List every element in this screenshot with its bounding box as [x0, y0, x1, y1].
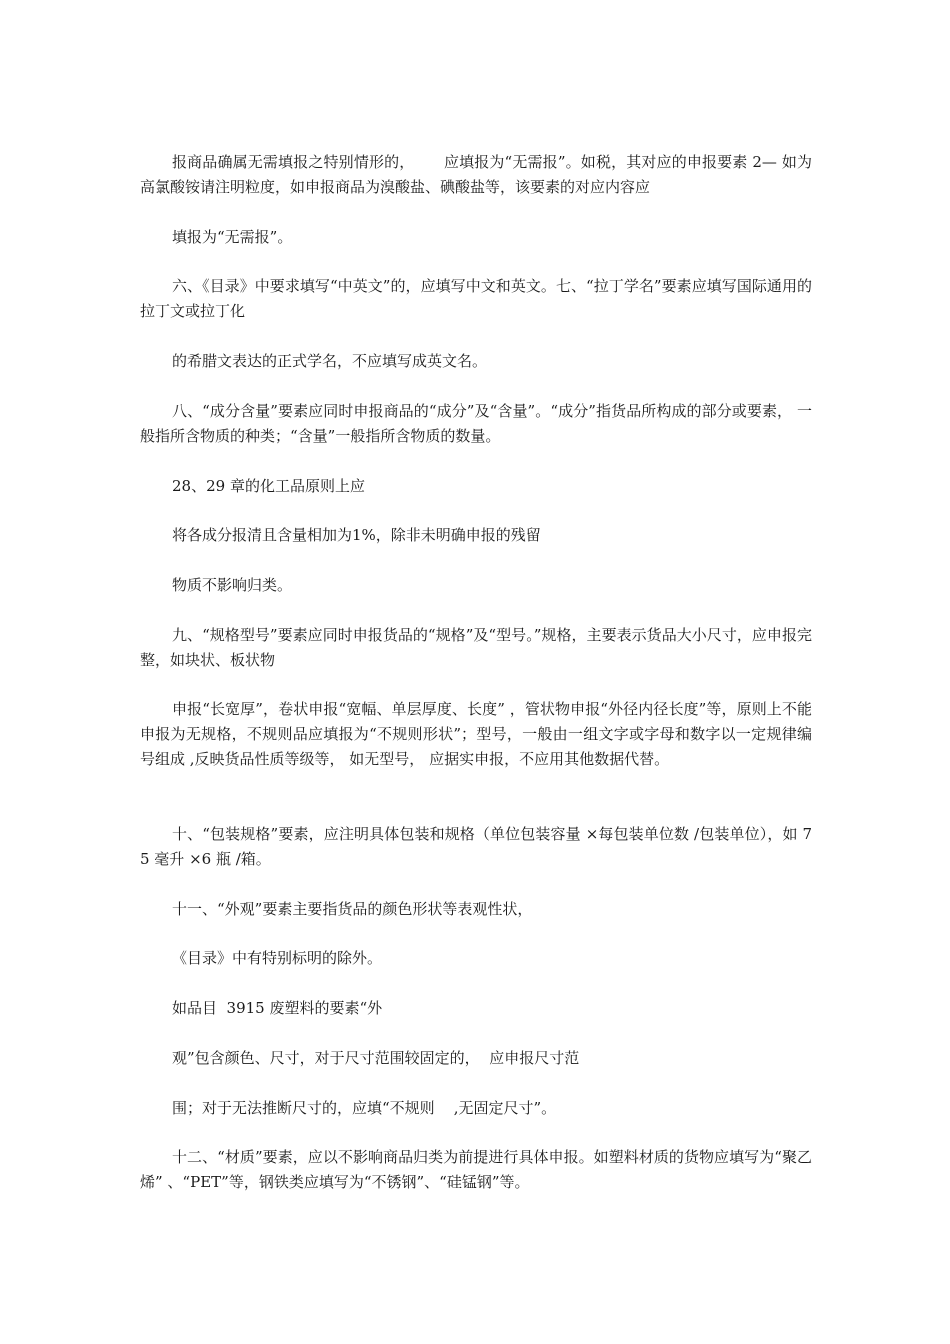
paragraph-item-11: 十一、“外观”要素主要指货品的颜色形状等表观性状， — [172, 900, 533, 918]
paragraph-latin-name: 的希腊文表达的正式学名，不应填写成英文名。 — [172, 352, 488, 370]
paragraph-no-need-report: 报商品确属无需填报之特别情形的， 应填报为“无需报”。如税，其对应的申报要素 2— 如为高氯酸铵请注明粒度，如申报商品为溴酸盐、碘酸盐等，该要素的对应内容应 — [140, 153, 812, 196]
paragraph-chapter-28-29: 28、29 章的化工品原则上应 — [172, 477, 365, 495]
paragraph-item-9: 九、“规格型号”要素应同时申报货品的“规格”及“型号。”规格，主要表示货品大小尺寸，应申报完整，如块状、板状物 — [140, 626, 812, 669]
paragraph-item-12: 十二、“材质”要素，应以不影响商品归类为前提进行具体申报。如塑料材质的货物应填写为“聚乙烯” 、“PET”等，钢铁类应填写为“不锈钢”、“硅锰钢”等。 — [140, 1148, 812, 1191]
paragraph-fill-no-need: 填报为“无需报”。 — [172, 228, 293, 246]
paragraph-item-6-7: 六、《目录》中要求填写“中英文”的，应填写中文和英文。七、“拉丁学名”要素应填写国际通用的拉丁文或拉丁化 — [140, 277, 812, 320]
paragraph-catalog-exception: 《目录》中有特别标明的除外。 — [172, 949, 383, 967]
paragraph-residue: 物质不影响归类。 — [172, 576, 293, 594]
paragraph-item-8: 八、“成分含量”要素应同时申报商品的“成分”及“含量”。“成分”指货品所构成的部分或要素， 一般指所含物质的种类；“含量”一般指所含物质的数量。 — [140, 402, 812, 445]
paragraph-item-10: 十、“包装规格”要素，应注明具体包装和规格（单位包装容量 ×每包装单位数 /包装单位），如 75 毫升 ×6 瓶 /箱。 — [140, 825, 812, 868]
paragraph-appearance-size: 观”包含颜色、尺寸，对于尺寸范围较固定的， 应申报尺寸范 — [172, 1049, 580, 1067]
paragraph-heading-3915: 如品目 3915 废塑料的要素“外 — [172, 999, 383, 1017]
paragraph-irregular: 围；对于无法推断尺寸的，应填“不规则 ,无固定尺寸”。 — [172, 1099, 557, 1117]
paragraph-content-sum: 将各成分报清且含量相加为1%，除非未明确申报的残留 — [172, 526, 541, 544]
paragraph-dimensions: 申报“长宽厚”，卷状申报“宽幅、单层厚度、长度” ，管状物申报“外径内径长度”等，原则上不能申报为无规格，不规则品应填报为“不规则形状”；型号，一般由一组文字或字母和数字以一定规律编号组成 ,反映货品性质等级等， 如无型号， 应据实申报，不应用其他数据代替。 — [140, 700, 812, 768]
